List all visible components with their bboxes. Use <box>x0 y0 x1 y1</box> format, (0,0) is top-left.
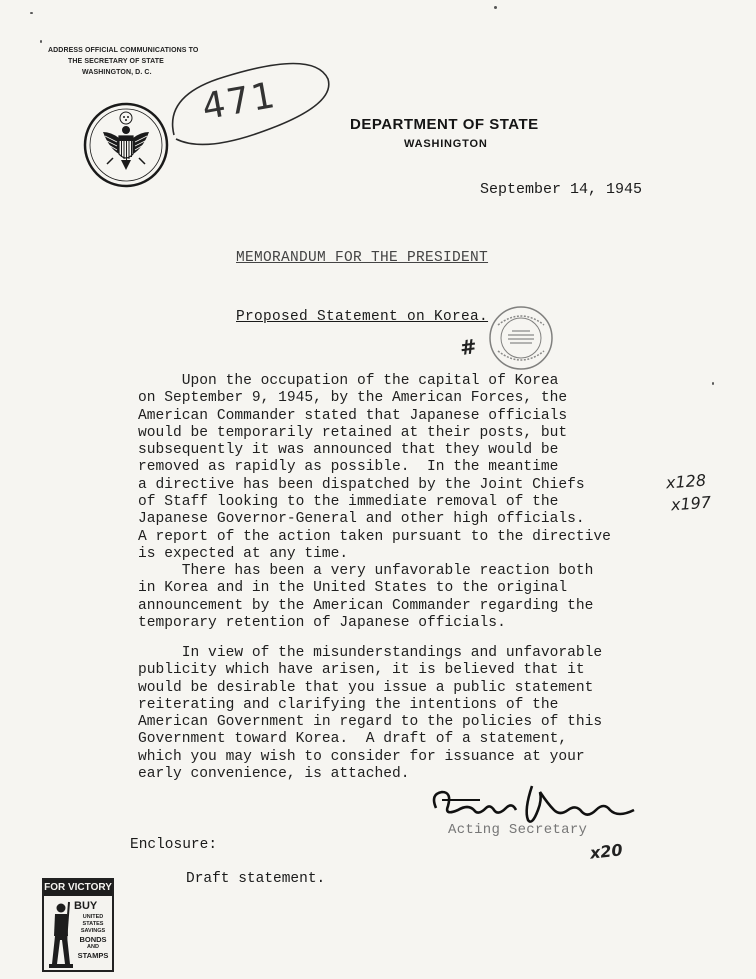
address-line: THE SECRETARY OF STATE <box>68 58 164 65</box>
file-number: 471 <box>199 74 280 129</box>
ink-speck <box>30 12 33 14</box>
margin-note: x20 <box>589 840 624 863</box>
file-number-annotation <box>164 55 334 155</box>
body-paragraph-1: Upon the occupation of the capital of Korea on September 9, 1945, by the American Forces, the American Commander stated that Japanese officials would be temporarily retained at their posts, but subsequently it was announced that they would be removed as rapidly as possible. In the meantime a directive has been dispatched by the Joint Chiefs of Staff looking to the immediate removal of the Japanese Governor-General and other high officials. A report of the action taken pursuant to the directive is expected at any time. <box>138 373 611 562</box>
bond-stamp-line: STAMPS <box>77 951 109 960</box>
enclosure-item: Draft statement. <box>186 871 326 887</box>
war-bonds-stamp <box>42 878 114 972</box>
hash-annotation: # <box>458 333 479 361</box>
address-line: ADDRESS OFFICIAL COMMUNICATIONS TO <box>48 47 199 54</box>
bond-stamp-header: FOR VICTORY <box>44 880 112 896</box>
bond-stamp-line: BONDS <box>79 935 107 944</box>
memo-subject: Proposed Statement on Korea. <box>236 309 489 325</box>
margin-note: x197 <box>670 492 712 515</box>
body-paragraph-2: There has been a very unfavorable reaction both in Korea and in the United States to the original announcement by the American Commander regarding the temporary retention of Japanese officials. <box>138 563 594 631</box>
signature-title: Acting Secretary <box>448 822 588 838</box>
bond-stamp-line: STATES <box>82 921 104 927</box>
ink-speck <box>712 382 714 385</box>
bond-stamp-buy: BUY <box>74 900 98 912</box>
library-stamp-icon <box>488 305 554 371</box>
letter-date: September 14, 1945 <box>480 181 643 198</box>
memo-title: MEMORANDUM FOR THE PRESIDENT <box>236 250 489 266</box>
bond-stamp-line: UNITED <box>82 914 104 920</box>
great-seal-icon <box>83 102 169 188</box>
bond-stamp-text <box>74 914 112 960</box>
department-heading: DEPARTMENT OF STATE <box>350 116 539 133</box>
bond-stamp-line: SAVINGS <box>80 928 106 934</box>
department-city: WASHINGTON <box>404 138 488 150</box>
ink-speck <box>494 6 497 9</box>
minuteman-icon <box>47 898 75 970</box>
bond-stamp-line: AND <box>87 944 99 950</box>
margin-note: x128 <box>665 470 707 493</box>
enclosure-label: Enclosure: <box>130 837 218 853</box>
body-paragraph-3: In view of the misunderstandings and unfavorable publicity which have arisen, it is believed that it would be desirable that you issue a public statement reiterating and clarifying the intentions of the American Government in regard to the policies of this Government toward Korea. A draft of a statement, which you may wish to consider for issuance at your early convenience, is attached. <box>138 645 603 783</box>
address-line: WASHINGTON, D. C. <box>82 69 152 76</box>
ink-speck <box>40 40 42 43</box>
